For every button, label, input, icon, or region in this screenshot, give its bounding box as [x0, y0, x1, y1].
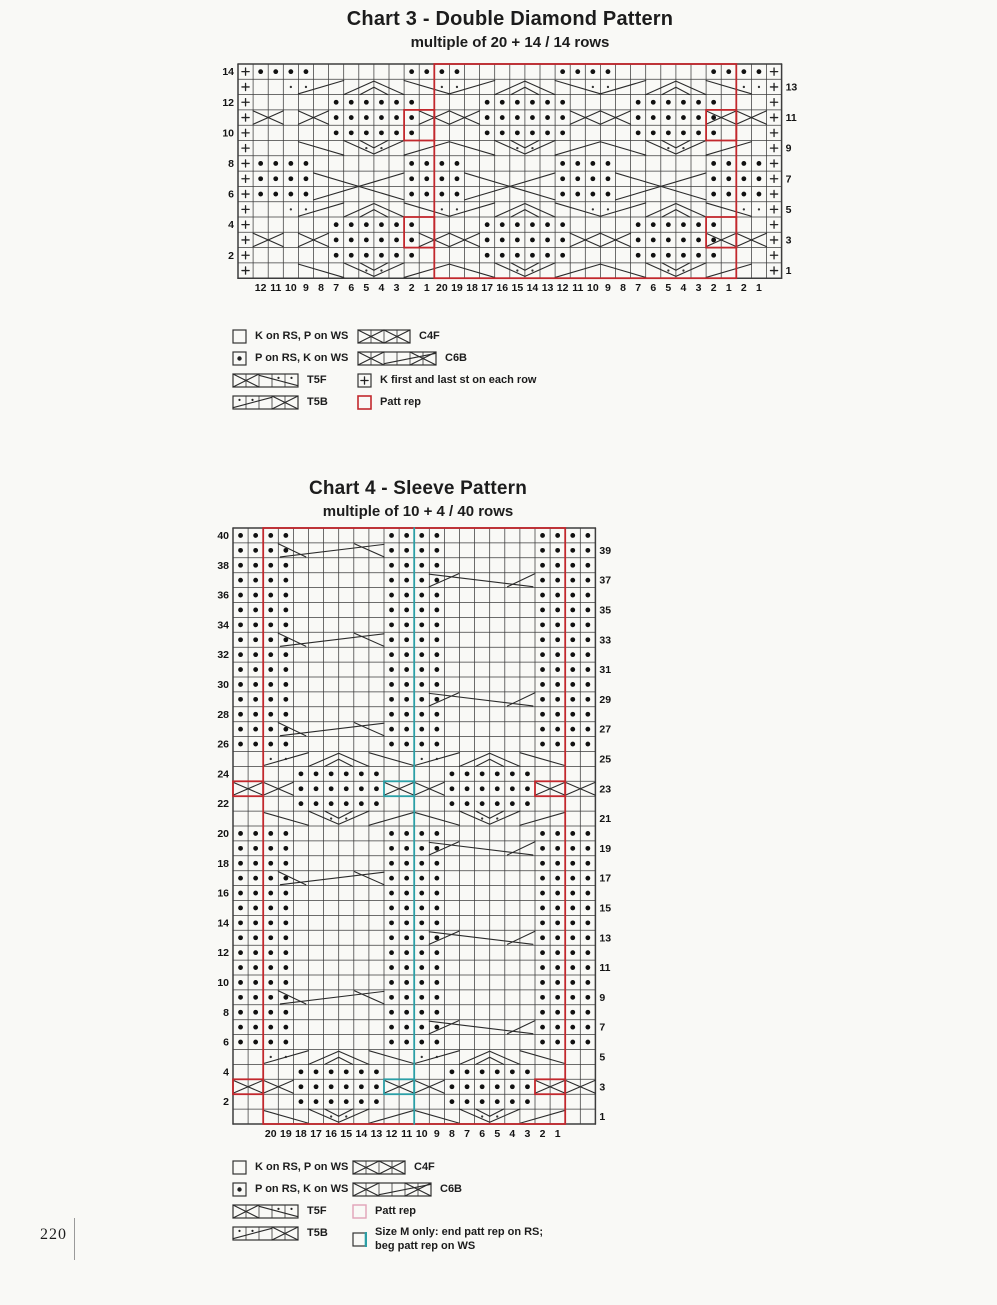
col-number: 4: [509, 1128, 516, 1140]
col-number: 5: [665, 282, 672, 295]
chart3-title: Chart 3 - Double Diamond Pattern: [346, 8, 674, 30]
col-number: 8: [449, 1128, 455, 1140]
empty-symbol: [232, 1160, 247, 1175]
col-number: 2: [539, 1128, 546, 1140]
col-number: 5: [494, 1128, 501, 1140]
row-number-right: 27: [599, 723, 612, 736]
legend-label: K first and last st on each row: [380, 373, 537, 386]
col-number: 9: [605, 282, 611, 295]
legend-item: [232, 1204, 348, 1219]
col-number: 8: [318, 282, 324, 295]
legend-item: [352, 1226, 560, 1254]
row-number-left: 20: [217, 827, 229, 840]
row-number-right: 17: [599, 872, 612, 885]
legend-item: [232, 1226, 348, 1241]
row-number-right: 23: [599, 783, 612, 796]
page-number: 220: [40, 1226, 67, 1243]
col-number: 12: [254, 282, 267, 295]
row-number-left: 14: [222, 66, 234, 79]
col-number: 7: [333, 282, 340, 295]
legend-item: [232, 351, 348, 366]
chart4-header: [193, 478, 643, 520]
row-number-left: 8: [228, 157, 234, 170]
row-number-left: 24: [217, 768, 229, 781]
row-number-left: 12: [217, 947, 229, 960]
pinkbox-symbol: [352, 1204, 367, 1219]
row-number-right: 29: [599, 693, 612, 706]
col-number: 10: [587, 282, 599, 295]
row-number-left: 40: [217, 529, 229, 542]
col-number: 3: [393, 282, 400, 295]
row-number-left: 38: [217, 559, 229, 572]
col-number: 4: [680, 282, 687, 295]
chart4-subtitle: multiple of 10 + 4 / 40 rows: [322, 503, 514, 520]
row-number-left: 34: [217, 619, 229, 632]
col-number: 1: [554, 1128, 561, 1140]
row-number-right: 5: [785, 203, 792, 216]
c6b-symbol: [352, 1182, 432, 1197]
col-number: 9: [303, 282, 309, 295]
row-number-right: 13: [785, 81, 798, 94]
col-number: 1: [423, 282, 430, 295]
col-number: 1: [725, 282, 732, 295]
col-number: 17: [481, 282, 493, 295]
col-number: 13: [370, 1128, 383, 1140]
row-number-right: 25: [599, 753, 612, 766]
col-number: 18: [466, 282, 478, 295]
tealbox-symbol: [352, 1232, 367, 1247]
col-number: 7: [635, 282, 642, 295]
col-number: 2: [740, 282, 747, 295]
row-number-right: 11: [785, 112, 797, 125]
legend-item: [232, 373, 348, 388]
row-number-right: 31: [599, 664, 612, 677]
row-number-left: 28: [217, 708, 229, 721]
row-number-right: 9: [785, 142, 792, 155]
row-number-right: 9: [599, 991, 606, 1004]
legend-label: Patt rep: [375, 1204, 416, 1217]
chart4-grid: [193, 522, 628, 1155]
col-number: 11: [572, 282, 584, 295]
legend-label: C4F: [419, 329, 440, 342]
row-number-right: 7: [599, 1021, 606, 1034]
legend-label: T5F: [307, 1204, 327, 1217]
t5b-symbol: [232, 395, 299, 410]
folio-rule: [74, 1218, 75, 1260]
empty-symbol: [232, 329, 247, 344]
legend-label: T5B: [307, 1226, 328, 1239]
row-number-left: 6: [228, 188, 234, 201]
row-number-right: 39: [599, 544, 612, 557]
row-number-left: 4: [228, 219, 234, 232]
row-number-left: 8: [223, 1006, 229, 1019]
legend-label: K on RS, P on WS: [255, 329, 349, 342]
col-number: 16: [325, 1128, 337, 1140]
legend-label: T5F: [307, 373, 327, 386]
row-number-right: 3: [599, 1081, 606, 1094]
row-number-right: 1: [599, 1111, 606, 1124]
col-number: 2: [710, 282, 717, 295]
legend-item: [232, 395, 348, 410]
legend-item: [357, 329, 536, 344]
row-number-left: 30: [217, 678, 229, 691]
col-number: 3: [695, 282, 702, 295]
row-number-right: 5: [599, 1051, 606, 1064]
col-number: 19: [451, 282, 463, 295]
legend-label: T5B: [307, 395, 328, 408]
col-number: 15: [340, 1128, 353, 1140]
t5f-symbol: [232, 373, 299, 388]
c4f-symbol: [352, 1160, 406, 1175]
col-number: 6: [348, 282, 355, 295]
legend-item: [352, 1160, 560, 1175]
legend-label: Size M only: end patt rep on RS; beg patt rep on WS: [375, 1226, 544, 1252]
legend-item: [352, 1182, 560, 1197]
legend-label: K on RS, P on WS: [255, 1160, 349, 1173]
legend-item: [357, 373, 536, 388]
col-number: 18: [295, 1128, 307, 1140]
col-number: 6: [479, 1128, 486, 1140]
chart3-subtitle: multiple of 20 + 14 / 14 rows: [410, 34, 610, 51]
col-number: 3: [524, 1128, 531, 1140]
row-number-left: 10: [222, 127, 234, 140]
col-number: 20: [436, 282, 448, 295]
legend-label: C4F: [414, 1160, 435, 1173]
row-number-left: 32: [217, 649, 229, 662]
col-number: 1: [756, 282, 762, 295]
col-number: 14: [355, 1128, 368, 1140]
chart4-title: Chart 4 - Sleeve Pattern: [308, 478, 528, 499]
row-number-right: 37: [599, 574, 612, 587]
legend-item: [352, 1204, 560, 1219]
col-number: 17: [310, 1128, 322, 1140]
row-number-left: 2: [223, 1096, 229, 1109]
col-number: 12: [556, 282, 569, 295]
row-number-right: 15: [599, 902, 612, 915]
legend-item: [357, 351, 536, 366]
row-number-left: 2: [228, 249, 234, 262]
t5f-symbol: [232, 1204, 299, 1219]
col-number: 20: [264, 1128, 277, 1140]
legend-item: [232, 1160, 348, 1175]
dot-symbol: [232, 1182, 247, 1197]
col-number: 11: [401, 1128, 413, 1140]
legend-label: Patt rep: [380, 395, 421, 408]
row-number-right: 35: [599, 604, 612, 617]
legend-item: [232, 329, 348, 344]
row-number-left: 6: [223, 1036, 229, 1049]
col-number: 7: [464, 1128, 470, 1140]
dot-symbol: [232, 351, 247, 366]
col-number: 19: [280, 1128, 292, 1140]
row-number-right: 33: [599, 634, 612, 647]
legend-item: [357, 395, 536, 410]
t5b-symbol: [232, 1226, 299, 1241]
col-number: 16: [496, 282, 509, 295]
col-number: 13: [541, 282, 554, 295]
row-number-right: 1: [785, 265, 792, 278]
redbox-symbol: [357, 395, 372, 410]
c6b-symbol: [357, 351, 437, 366]
row-number-right: 11: [599, 962, 611, 975]
col-number: 4: [378, 282, 385, 295]
col-number: 6: [650, 282, 657, 295]
c4f-symbol: [357, 329, 411, 344]
legend-label: C6B: [445, 351, 468, 364]
plus-symbol: [357, 373, 372, 388]
col-number: 15: [511, 282, 524, 295]
col-number: 14: [526, 282, 539, 295]
legend-item: [232, 1182, 348, 1197]
col-number: 10: [285, 282, 297, 295]
row-number-left: 12: [222, 96, 234, 109]
row-number-right: 19: [599, 842, 612, 855]
col-number: 11: [270, 282, 282, 295]
chart3-header: [200, 8, 820, 51]
legend-label: P on RS, K on WS: [255, 351, 349, 364]
legend-label: C6B: [440, 1182, 463, 1195]
row-number-left: 36: [217, 589, 229, 602]
col-number: 8: [620, 282, 626, 295]
chart4-legend: [232, 1160, 632, 1260]
row-number-left: 10: [217, 976, 229, 989]
row-number-right: 3: [785, 234, 792, 247]
col-number: 2: [408, 282, 415, 295]
row-number-left: 26: [217, 738, 229, 751]
chart3-grid: [198, 56, 810, 307]
col-number: 9: [433, 1128, 440, 1140]
col-number: 10: [415, 1128, 428, 1140]
row-number-left: 18: [217, 857, 229, 870]
chart3-legend: [232, 329, 562, 414]
row-number-right: 13: [599, 932, 612, 945]
legend-label: P on RS, K on WS: [255, 1182, 349, 1195]
row-number-left: 4: [223, 1066, 229, 1079]
row-number-right: 7: [785, 173, 792, 186]
row-number-left: 16: [217, 887, 229, 900]
row-number-right: 21: [599, 813, 612, 826]
col-number: 12: [385, 1128, 398, 1140]
row-number-left: 14: [217, 917, 229, 930]
row-number-left: 22: [217, 798, 229, 811]
col-number: 5: [363, 282, 370, 295]
